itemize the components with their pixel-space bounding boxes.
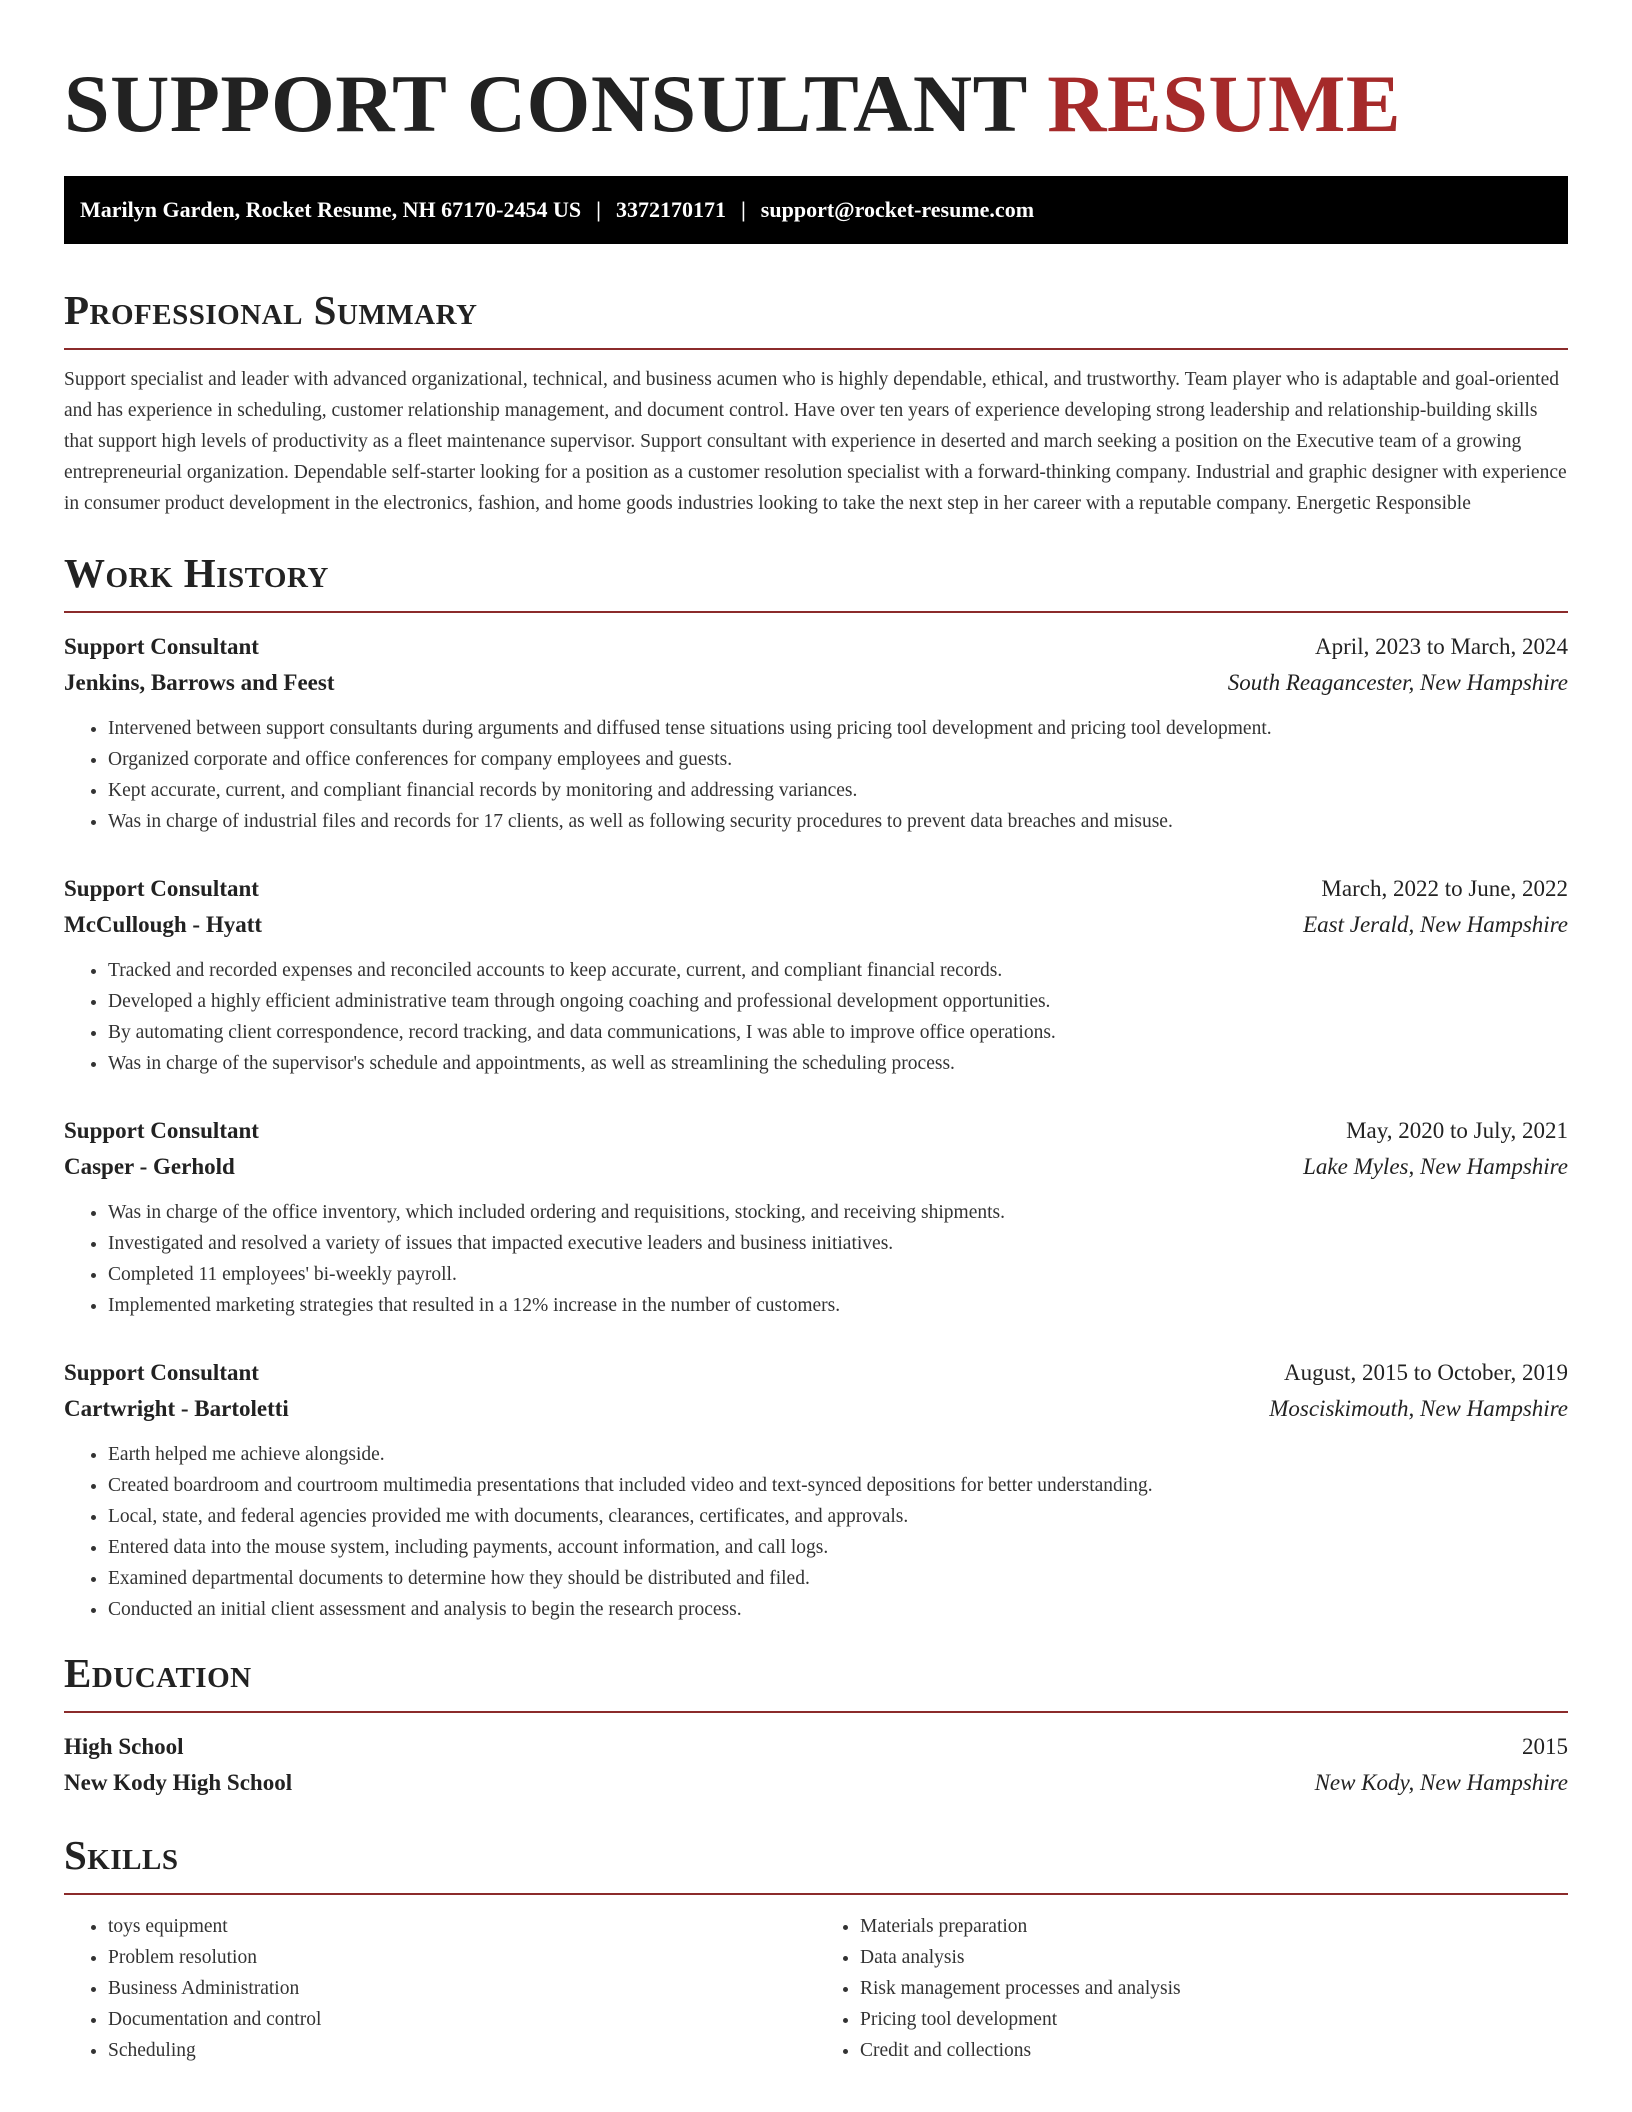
skill-item: • Credit and collections [860, 2035, 1568, 2066]
job-dates: March, 2022 to June, 2022 [1321, 876, 1568, 901]
list-item: • Completed 11 employees' bi-weekly payroll. [108, 1259, 1568, 1290]
job-company: Cartwright - Bartoletti [64, 1396, 289, 1421]
list-item: • Intervened between support consultants during arguments and diffused tense situations using pricing tool development and pricing tool development. [108, 713, 1568, 744]
resume-title [64, 0, 1568, 176]
summary-section [64, 284, 1568, 519]
contact-email: support@rocket-resume.com [760, 197, 1035, 222]
education-section [64, 1647, 1568, 1801]
job-company-row [64, 907, 1568, 943]
education-school-row [64, 1765, 1568, 1801]
contact-bar [64, 176, 1568, 244]
skill-item: • Documentation and control [108, 2004, 816, 2035]
skills-column-left [64, 1911, 816, 2066]
job-bullets [64, 1439, 1568, 1625]
job-company: McCullough - Hyatt [64, 912, 263, 937]
job-company-row [64, 665, 1568, 701]
skill-item: • Risk management processes and analysis [860, 1973, 1568, 2004]
list-item: • Investigated and resolved a variety of issues that impacted executive leaders and business initiatives. [108, 1228, 1568, 1259]
skill-item: • Business Administration [108, 1973, 816, 2004]
list-item: • Entered data into the mouse system, including payments, account information, and call logs. [108, 1532, 1568, 1563]
job-location: Mosciskimouth, New Hampshire [1269, 1396, 1568, 1421]
skill-item: • toys equipment [108, 1911, 816, 1942]
section-heading-work-history: Work History [64, 550, 329, 596]
job-header-row [64, 629, 1568, 665]
job-company-row [64, 1149, 1568, 1185]
job-title: Support Consultant [64, 634, 259, 659]
list-item: • Was in charge of the office inventory, which included ordering and requisitions, stocking, and receiving shipments. [108, 1197, 1568, 1228]
title-accent: RESUME [1047, 58, 1402, 149]
job-title: Support Consultant [64, 1360, 259, 1385]
job-location: East Jerald, New Hampshire [1303, 912, 1568, 937]
contact-phone: 3372170171 [615, 197, 726, 222]
skill-item: • Data analysis [860, 1942, 1568, 1973]
list-item: • Organized corporate and office conferences for company employees and guests. [108, 744, 1568, 775]
list-item: • Kept accurate, current, and compliant financial records by monitoring and addressing variances. [108, 775, 1568, 806]
list-item: • Conducted an initial client assessment and analysis to begin the research process. [108, 1594, 1568, 1625]
job-dates: August, 2015 to October, 2019 [1284, 1360, 1568, 1385]
list-item: • Was in charge of the supervisor's schedule and appointments, as well as streamlining the scheduling process. [108, 1048, 1568, 1079]
work-history-section [64, 547, 1568, 1625]
job-location: South Reagancester, New Hampshire [1227, 670, 1568, 695]
skill-item: • Pricing tool development [860, 2004, 1568, 2035]
contact-separator: | [740, 197, 746, 222]
skills-section [64, 1829, 1568, 2066]
list-item: • Earth helped me achieve alongside. [108, 1439, 1568, 1470]
job-company: Casper - Gerhold [64, 1154, 235, 1179]
list-item: • Examined departmental documents to determine how they should be distributed and filed. [108, 1563, 1568, 1594]
job-entry [64, 1113, 1568, 1321]
list-item: • Developed a highly efficient administrative team through ongoing coaching and professional development opportunities. [108, 986, 1568, 1017]
education-header-row [64, 1729, 1568, 1765]
section-divider [64, 1711, 1568, 1713]
list-item: • Local, state, and federal agencies provided me with documents, clearances, certificates, and approvals. [108, 1501, 1568, 1532]
job-company-row [64, 1391, 1568, 1427]
list-item: • Was in charge of industrial files and records for 17 clients, as well as following security procedures to prevent data breaches and misuse. [108, 806, 1568, 837]
job-company: Jenkins, Barrows and Feest [64, 670, 335, 695]
section-heading-summary: Professional Summary [64, 287, 478, 333]
skill-item: • Scheduling [108, 2035, 816, 2066]
job-header-row [64, 1355, 1568, 1391]
skill-item: • Problem resolution [108, 1942, 816, 1973]
section-heading-education: Education [64, 1650, 252, 1696]
job-dates: April, 2023 to March, 2024 [1315, 634, 1568, 659]
list-item: • Created boardroom and courtroom multimedia presentations that included video and text-synced depositions for better understanding. [108, 1470, 1568, 1501]
job-dates: May, 2020 to July, 2021 [1346, 1118, 1568, 1143]
job-bullets [64, 1197, 1568, 1321]
section-divider [64, 348, 1568, 350]
education-school: New Kody High School [64, 1770, 293, 1795]
education-location: New Kody, New Hampshire [1314, 1770, 1568, 1795]
job-title: Support Consultant [64, 1118, 259, 1143]
education-degree: High School [64, 1734, 184, 1759]
job-entry [64, 1355, 1568, 1625]
list-item: • By automating client correspondence, record tracking, and data communications, I was able to improve office operations. [108, 1017, 1568, 1048]
job-location: Lake Myles, New Hampshire [1303, 1154, 1568, 1179]
job-bullets [64, 955, 1568, 1079]
section-divider [64, 611, 1568, 613]
job-entry [64, 871, 1568, 1079]
title-main: SUPPORT CONSULTANT [64, 58, 1027, 149]
list-item: • Tracked and recorded expenses and reconciled accounts to keep accurate, current, and compliant financial records. [108, 955, 1568, 986]
contact-separator: | [596, 197, 601, 222]
job-bullets [64, 713, 1568, 837]
job-entry [64, 629, 1568, 837]
education-year: 2015 [1522, 1734, 1568, 1759]
section-divider [64, 1893, 1568, 1895]
summary-text: Support specialist and leader with advanced organizational, technical, and business acumen who is highly dependable, ethical, and trustworthy. Team player who is adaptable and goal-oriented and has experience in scheduling, customer relationship management, and document control. Have over ten years of experience developing strong leadership and relationship-building skills that support high levels of productivity as a fleet maintenance supervisor. Support consultant with experience in deserted and march seeking a position on the Executive team of a growing entrepreneurial organization. Dependable self-starter looking for a position as a customer resolution specialist with a forward-thinking company. Industrial and graphic designer with experience in consumer product development in the electronics, fashion, and home goods industries looking to take the next step in her career with a reputable company. Energetic Responsible [64, 369, 1567, 514]
section-heading-skills: Skills [64, 1832, 179, 1878]
skills-column-right [816, 1911, 1568, 2066]
contact-address: Marilyn Garden, Rocket Resume, NH 67170-2454 US [80, 197, 582, 222]
job-title: Support Consultant [64, 876, 259, 901]
job-header-row [64, 871, 1568, 907]
list-item: • Implemented marketing strategies that resulted in a 12% increase in the number of customers. [108, 1290, 1568, 1321]
skill-item: • Materials preparation [860, 1911, 1568, 1942]
skills-columns [64, 1911, 1568, 2066]
education-entry [64, 1729, 1568, 1801]
job-header-row [64, 1113, 1568, 1149]
